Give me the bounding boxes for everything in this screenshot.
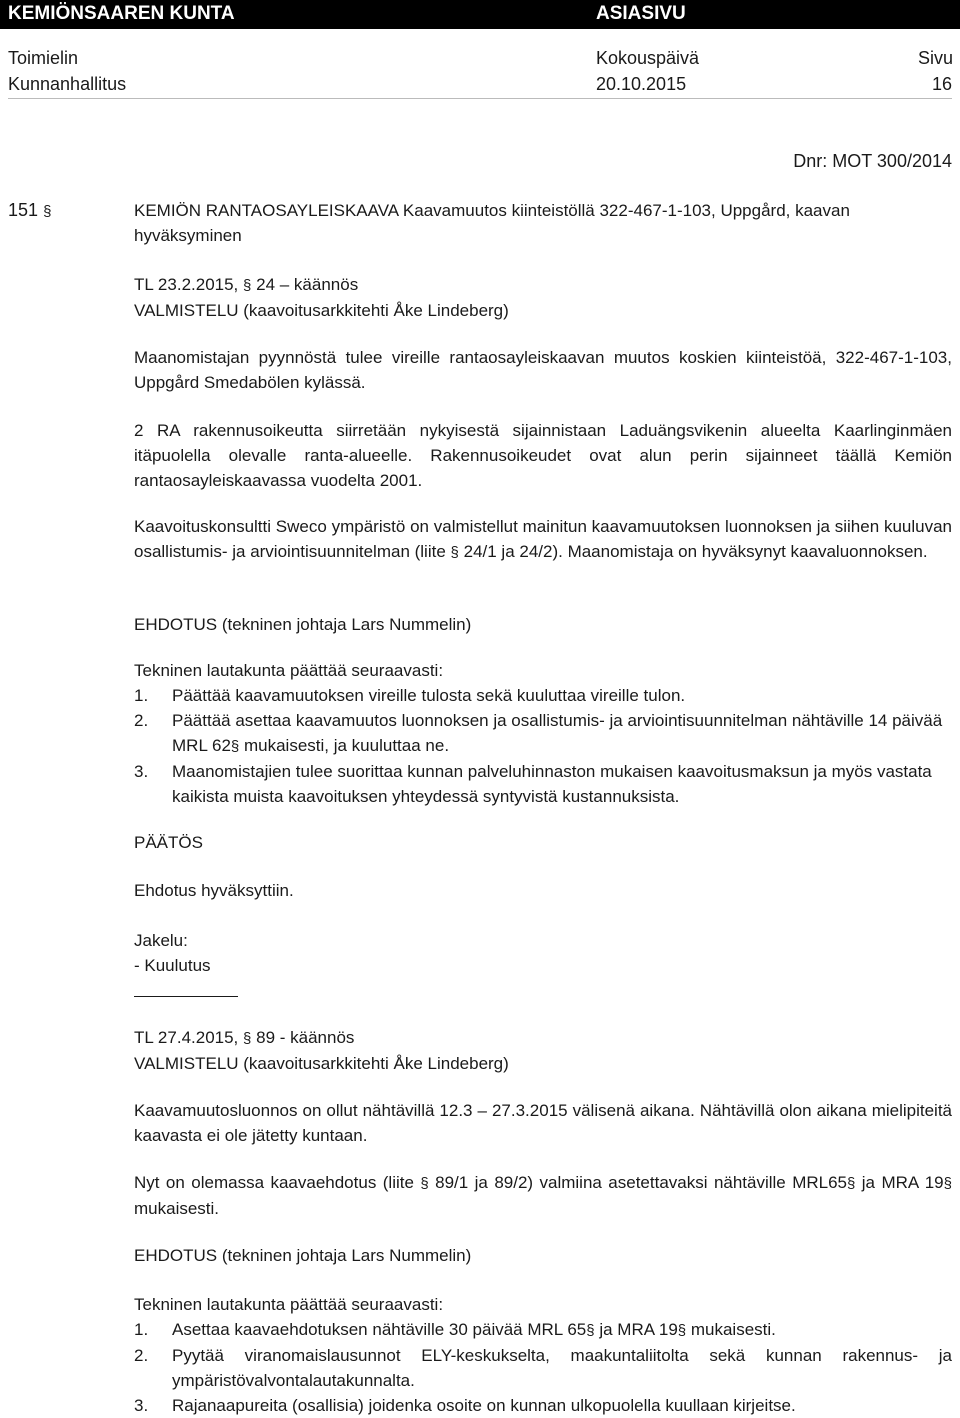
tl-date-2: TL 27.4.2015, [134, 1028, 239, 1047]
header-value-body: Kunnanhallitus [8, 74, 127, 94]
list-text: Asettaa kaavaehdotuksen nähtäville 30 päivää MRL 65 [172, 1320, 587, 1339]
proposal-intro-2: Tekninen lautakunta päättää seuraavasti: [134, 1295, 444, 1314]
org-name: KEMIÖNSAAREN KUNTA [8, 3, 235, 24]
section-sign: § [243, 277, 252, 294]
header-label-date: Kokouspäivä [596, 48, 700, 68]
proposal-intro-1: Tekninen lautakunta päättää seuraavasti: [134, 661, 444, 680]
header-bar [0, 0, 960, 29]
dnr-number: Dnr: MOT 300/2014 [793, 151, 952, 171]
distribution-label: Jakelu: [134, 931, 188, 950]
paragraph-5 [134, 1170, 952, 1221]
list-item [134, 1393, 952, 1418]
paragraph-5-part-b: 89/1 ja 89/2) valmiina asetettavaksi nähtäville MRL65 [435, 1173, 847, 1192]
list-text: Päättää asettaa kaavamuutos luonnoksen ja osallistumis- ja arviointisuunnitelman nähtäville 14 päivää MRL 62 [172, 711, 943, 755]
paragraph-2: 2 RA rakennusoikeutta siirretään nykyisestä sijainnistaan Laduängsvikenin alueelta Kaarlinginmäen itäpuolella olevalle ranta-alueelle. Rakennusoikeudet ovat alun perin sijainneet täällä Kemiön rantaosayleiskaavassa vuodelta 2001. [134, 421, 952, 490]
proposal-heading-2: EHDOTUS (tekninen johtaja Lars Nummelin) [134, 1246, 472, 1265]
tl-reference-2 [134, 1025, 952, 1076]
decision-text: Ehdotus hyväksyttiin. [134, 881, 294, 900]
item-number [8, 198, 51, 224]
paragraph-3-part-a: Kaavoituskonsultti Sweco ympäristö on valmistellut mainitun kaavamuutoksen luonnoksen ja siihen kuuluvan osallistumis- ja arviointisuunnitelman (liite [134, 517, 952, 561]
list-text: Maanomistajien tulee suorittaa kunnan palveluhinnaston mukaisen kaavoitusmaksun ja myös vastata kaikista muista kaavoituksen yhteydessä syntyvistä kustannuksista. [172, 762, 932, 806]
tl-rest-2: 89 - käännös [256, 1028, 355, 1047]
paragraph-5-part-a: Nyt on olemassa kaavaehdotus (liite [134, 1173, 414, 1192]
list-number: 1. [134, 686, 149, 705]
decision-heading: PÄÄTÖS [134, 833, 203, 852]
item-title [134, 198, 952, 248]
header-label-body: Toimielin [8, 48, 79, 68]
paragraph-5-part-d: mukaisesti. [134, 1199, 220, 1218]
section-sign: § [847, 1175, 856, 1192]
list-text: mukaisesti, ja kuuluttaa ne. [243, 736, 450, 755]
list-item [134, 759, 952, 809]
list-item [134, 708, 952, 759]
proposal-list-1 [134, 683, 952, 809]
section-sign: § [943, 1175, 952, 1192]
list-text: Rajanaapureita (osallisia) joidenka osoite on kunnan ulkopuolella kuullaan kirjeitse. [172, 1396, 796, 1415]
list-text: mukaisesti. [690, 1320, 776, 1339]
paragraph-1: Maanomistajan pyynnöstä tulee vireille rantaosayleiskaavan muutos koskien kiinteistöä, 322-467-1-103, Uppgård Smedabölen kylässä. [134, 348, 952, 392]
section-sign: § [420, 1175, 429, 1192]
distribution-item: - Kuulutus [134, 956, 211, 975]
tl-reference-1 [134, 272, 952, 323]
section-sign: § [43, 203, 52, 220]
proposal-list-2 [134, 1317, 952, 1418]
list-text: Pyytää viranomaislausunnot ELY-keskukselta, maakuntaliitolta sekä kunnan rakennus- ja ympäristövalvontalautakunnalta. [172, 1346, 952, 1390]
item-title-line2: hyväksyminen [134, 226, 242, 245]
item-number-text: 151 [8, 200, 39, 220]
header-divider [8, 98, 952, 99]
header-value-date: 20.10.2015 [596, 74, 687, 94]
tl-line-2 [134, 1025, 952, 1051]
header-value-page: 16 [932, 74, 953, 94]
section-sign: § [586, 1322, 595, 1339]
list-text: ja MRA 19 [599, 1320, 678, 1339]
doc-type: ASIASIVU [596, 3, 686, 24]
paragraph-3 [134, 514, 952, 565]
item-title-line1: KEMIÖN RANTAOSAYLEISKAAVA Kaavamuutos kiinteistöllä 322-467-1-103, Uppgård, kaavan [134, 201, 850, 220]
section-sign: § [677, 1322, 687, 1339]
paragraph-5-part-c: ja MRA 19 [861, 1173, 944, 1192]
tl-line-1 [134, 272, 952, 298]
list-number: 1. [134, 1320, 149, 1339]
list-number: 2. [134, 1346, 149, 1365]
proposal-heading-1: EHDOTUS (tekninen johtaja Lars Nummelin) [134, 615, 472, 634]
paragraph-4: Kaavamuutosluonnos on ollut nähtävillä 12.3 – 27.3.2015 välisenä aikana. Nähtävillä olon aikana mielipiteitä kaavasta ei ole jätetty kuntaan. [134, 1101, 952, 1145]
list-number: 3. [134, 1396, 149, 1415]
section-sign: § [243, 1030, 252, 1047]
section-sign: § [230, 738, 240, 755]
paragraph-3-part-b: 24/1 ja 24/2). Maanomistaja on hyväksynyt kaavaluonnoksen. [463, 542, 928, 561]
list-number: 2. [134, 711, 149, 730]
list-item [134, 1317, 952, 1343]
preparer-1: VALMISTELU (kaavoitusarkkitehti Åke Lindeberg) [134, 301, 509, 320]
list-number: 3. [134, 762, 149, 781]
list-text: Päättää kaavamuutoksen vireille tulosta sekä kuuluttaa vireille tulon. [172, 686, 686, 705]
tl-date-1: TL 23.2.2015, [134, 275, 239, 294]
preparer-2: VALMISTELU (kaavoitusarkkitehti Åke Lindeberg) [134, 1054, 509, 1073]
list-item [134, 1343, 952, 1393]
separator-line [134, 996, 238, 997]
list-item [134, 683, 952, 708]
tl-rest-1: 24 – käännös [256, 275, 359, 294]
section-sign: § [450, 544, 459, 561]
header-label-page: Sivu [918, 48, 954, 68]
